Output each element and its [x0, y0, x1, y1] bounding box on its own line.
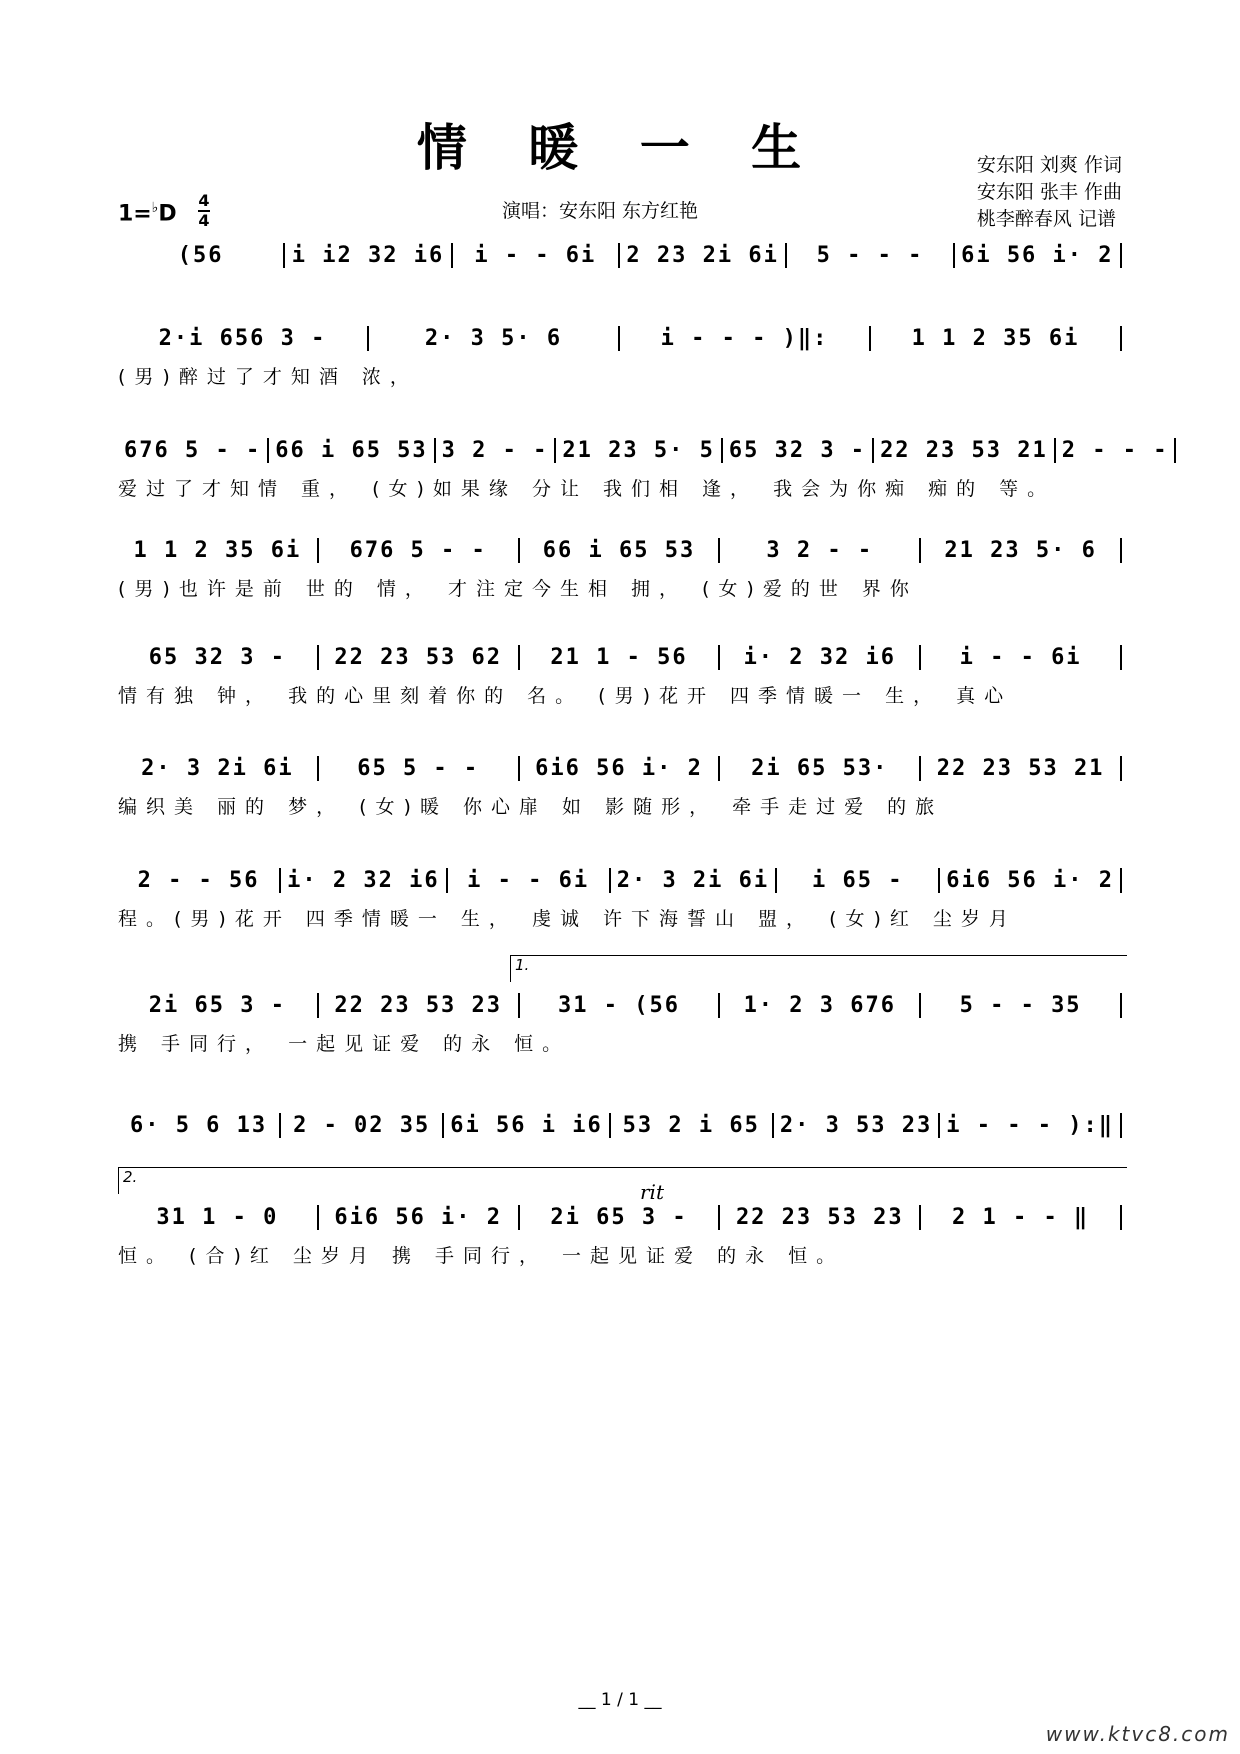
flat-sign: ♭	[151, 200, 159, 216]
notes-line	[118, 748, 1122, 788]
notes-line	[118, 235, 1122, 275]
measure: 6i 56 i i6	[444, 1113, 610, 1138]
composer-credit: 安东阳 张丰 作曲	[976, 181, 1122, 203]
measure: i - - 6i	[921, 645, 1122, 670]
measure: i· 2 32 i6	[281, 868, 447, 893]
measure: i - - - ):‖	[940, 1113, 1122, 1138]
lyricist-credit: 安东阳 刘爽 作词	[976, 154, 1122, 176]
measure: 22 23 53 21	[921, 756, 1122, 781]
measure: 2 1 - - ‖	[921, 1205, 1122, 1230]
measure: 21 1 - 56	[520, 645, 721, 670]
notes-line	[118, 860, 1122, 900]
measure: 66 i 65 53	[269, 438, 435, 463]
transcriber-credit: 桃李醉春风 记谱	[976, 208, 1116, 230]
measure: 2i 65 3 -	[520, 1205, 721, 1230]
lyrics-line: (男)醉过了才知酒 浓，	[118, 366, 418, 388]
measure: 2· 3 5· 6	[369, 326, 620, 351]
page-number: __ 1 / 1 __	[578, 1690, 662, 1710]
measure: i - - 6i	[453, 243, 620, 268]
lyrics-line: 情有独 钟， 我的心里刻着你的 名。 (男)花开 四季情暖一 生， 真心	[118, 685, 1013, 707]
time-bottom: 4	[198, 211, 210, 230]
second-ending: 2.	[118, 1167, 1127, 1194]
measure: 22 23 53 62	[319, 645, 520, 670]
measure: 2 - - -	[1056, 438, 1177, 463]
measure: 22 23 53 23	[319, 993, 520, 1018]
notes-line	[118, 430, 1169, 470]
measure: 5 - - -	[787, 243, 954, 268]
measure: 676 5 - -	[319, 538, 520, 563]
measure: 1 1 2 35 6i	[118, 538, 319, 563]
measure: 676 5 - -	[118, 438, 269, 463]
notes-line	[118, 530, 1122, 570]
measure: 6i6 56 i· 2	[520, 756, 721, 781]
measure: 2· 3 2i 6i	[118, 756, 319, 781]
measure: i· 2 32 i6	[720, 645, 921, 670]
measure: 53 2 i 65	[611, 1113, 774, 1138]
measure: 2 - - 56	[118, 868, 281, 893]
notes-line	[118, 318, 1122, 358]
lyrics-line: 爱过了才知情 重， (女)如果缘 分让 我们相 逢， 我会为你痴 痴的 等。	[118, 478, 1056, 500]
time-top: 4	[198, 191, 210, 210]
measure: i i2 32 i6	[285, 243, 452, 268]
measure: 21 23 5· 5	[556, 438, 722, 463]
measure: 2 23 2i 6i	[620, 243, 787, 268]
measure: 6· 5 6 13	[118, 1113, 281, 1138]
rit-mark: rit	[640, 1180, 664, 1204]
measure: 22 23 53 23	[720, 1205, 921, 1230]
singer-credit: 演唱：安东阳 东方红艳	[502, 200, 699, 222]
measure: (56	[118, 243, 285, 268]
lyrics-line: 程。(男)花开 四季情暖一 生， 虔诚 许下海誓山 盟， (女)红 尘岁月	[118, 908, 1017, 930]
measure: 2· 3 53 23	[774, 1113, 940, 1138]
notes-line	[118, 985, 1122, 1025]
song-title: 情 暖 一 生	[416, 118, 824, 177]
measure: i - - 6i	[448, 868, 611, 893]
lyrics-line: 恒。 (合)红 尘岁月 携 手同行， 一起见证爱 的永 恒。	[118, 1245, 845, 1267]
measure: 6i 56 i· 2	[955, 243, 1122, 268]
key-signature	[118, 200, 177, 226]
time-signature	[198, 192, 210, 230]
measure: 1· 2 3 676	[720, 993, 921, 1018]
measure: 2· 3 2i 6i	[611, 868, 777, 893]
key-note: D	[158, 201, 177, 227]
credits	[977, 152, 1122, 233]
notes-line	[118, 1105, 1122, 1145]
measure: 65 32 3 -	[118, 645, 319, 670]
measure: 2 - 02 35	[281, 1113, 444, 1138]
measure: 65 5 - -	[319, 756, 520, 781]
measure: 2i 65 53·	[720, 756, 921, 781]
measure: 2·i 656 3 -	[118, 326, 369, 351]
measure: 21 23 5· 6	[921, 538, 1122, 563]
measure: i - - - )‖:	[620, 326, 871, 351]
measure: 5 - - 35	[921, 993, 1122, 1018]
measure: 66 i 65 53	[520, 538, 721, 563]
measure: 3 2 - -	[436, 438, 557, 463]
watermark: www.ktvc8.com	[1045, 1722, 1230, 1746]
notes-line	[118, 1197, 1122, 1237]
lyrics-line: (男)也许是前 世的 情， 才注定今生相 拥， (女)爱的世 界你	[118, 578, 918, 600]
measure: 2i 65 3 -	[118, 993, 319, 1018]
measure: 1 1 2 35 6i	[871, 326, 1122, 351]
measure: 3 2 - -	[720, 538, 921, 563]
measure: 22 23 53 21	[874, 438, 1056, 463]
measure: 31 1 - 0	[118, 1205, 319, 1230]
measure: 6i6 56 i· 2	[940, 868, 1122, 893]
lyrics-line: 编织美 丽的 梦， (女)暖 你心扉 如 影随形， 牵手走过爱 的旅	[118, 796, 944, 818]
measure: 65 32 3 -	[723, 438, 874, 463]
notes-line	[118, 637, 1122, 677]
lyrics-line: 携 手同行， 一起见证爱 的永 恒。	[118, 1033, 571, 1055]
key-prefix: 1=	[118, 201, 152, 227]
measure: 31 - (56	[520, 993, 721, 1018]
measure: i 65 -	[777, 868, 940, 893]
first-ending: 1.	[510, 955, 1127, 982]
measure: 6i6 56 i· 2	[319, 1205, 520, 1230]
